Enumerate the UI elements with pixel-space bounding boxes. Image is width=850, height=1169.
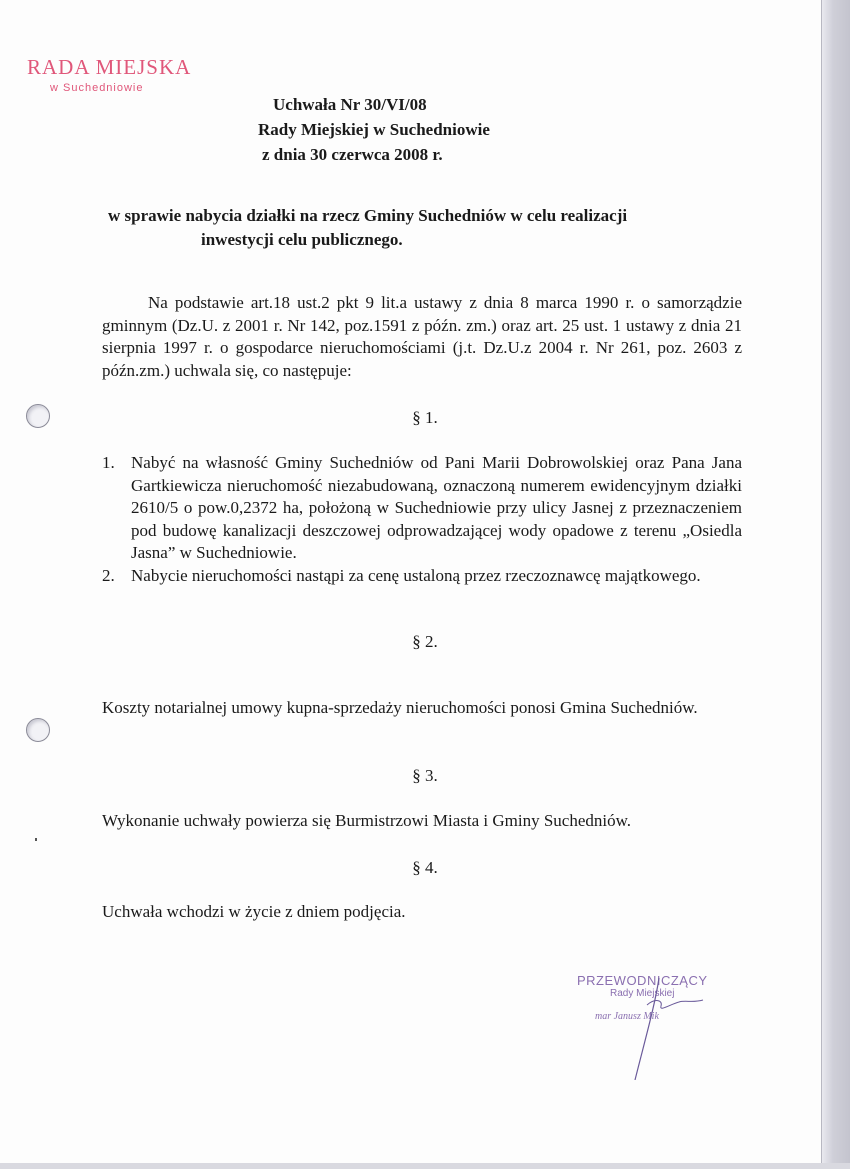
section-3-text: Wykonanie uchwały powierza się Burmistrzowi Miasta i Gminy Suchedniów. [102,811,632,830]
scan-edge [822,0,850,1169]
resolution-header [230,92,560,167]
legal-basis: Na podstawie art.18 ust.2 pkt 9 lit.a ustawy z dnia 8 marca 1990 r. o samorządzie gminnym (Dz.U. z 2001 r. Nr 142, poz.1591 z późn. zm.) oraz art. 25 ust. 1 ustawy z dnia 21 sierpnia 1997 r. o gospodarce nieruchomościami (j.t. Dz.U.z 2004 r. Nr 261, poz. 2603 z późn.zm.) uchwala się, co następuje: [102,293,742,380]
signature-title: PRZEWODNICZĄCY [577,973,708,988]
section-heading-3: § 3. [412,766,438,785]
resolution-subject [108,204,748,252]
subject-line-2: inwestycji celu publicznego. [201,230,403,249]
section-heading-1: § 1. [412,408,438,427]
resolution-issuer: Rady Miejskiej w Suchedniowie [258,120,490,139]
resolution-number: Uchwała Nr 30/VI/08 [273,95,427,114]
council-stamp-title: RADA MIEJSKA [27,55,192,79]
subject-line-1: w sprawie nabycia działki na rzecz Gminy Suchedniów w celu realizacji [108,206,628,225]
resolution-date: z dnia 30 czerwca 2008 r. [262,145,443,164]
list-item-text: Nabycie nieruchomości nastąpi za cenę ustaloną przez rzeczoznawcę majątkowego. [131,565,701,585]
council-stamp-subtitle: w Suchedniowie [50,82,144,94]
list-item [102,452,742,565]
section-heading-4: § 4. [412,858,438,877]
list-item-number: 1. [102,453,115,472]
scan-edge-bottom [0,1163,850,1169]
section-4-text: Uchwała wchodzi w życie z dniem podjęcia. [102,902,406,921]
handwritten-signature-icon [575,970,735,1080]
section-2-text: Koszty notarialnej umowy kupna-sprzedaży nieruchomości ponosi Gmina Suchedniów. [102,698,698,717]
scan-speck [35,838,37,841]
list-item-number: 2. [102,565,115,585]
punch-hole-icon [26,718,50,742]
chairman-signature-stamp [575,970,735,1080]
signature-name: mar Janusz Mik [595,1011,659,1022]
section-1-list [102,452,742,587]
list-item [102,565,742,588]
list-item-text: Nabyć na własność Gminy Suchedniów od Pani Marii Dobrowolskiej oraz Pana Jana Gartkiewicza nieruchomość niezabudowaną, oznaczoną numerem ewidencyjnym działki 2610/5 o pow.0,2372 ha, położoną w Suchedniowie przy ulicy Jasnej z przeznaczeniem pod budowę kanalizacji deszczowej odprowadzającej wody opadowe z terenu „Osiedla Jasna” w Suchedniowie. [131,453,742,562]
signature-subtitle: Rady Miejskiej [610,988,675,999]
section-heading-2: § 2. [412,632,438,651]
